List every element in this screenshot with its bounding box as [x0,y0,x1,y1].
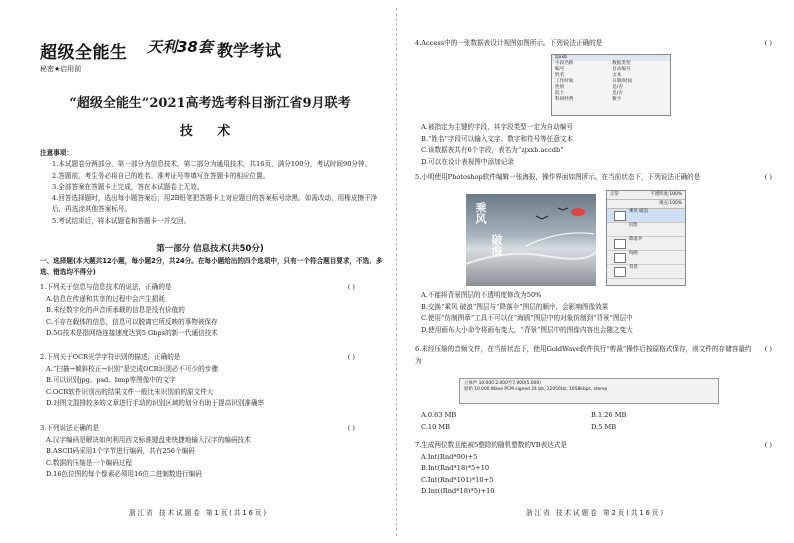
question-stem: 6.未经压缩的音频文件，在当前状态下，使用GoldWave软件执行“剪裁”操作后按原格式保存，则文件的存储容量约为 [415,345,752,365]
option: A.被指定为主键的字段，其字段类型一定为自动编号 [421,123,573,131]
question-4-options [415,122,780,168]
option: D.对图文混排较多的文章进行手动的识别区域的划分有助于提高识别准确率 [46,399,265,408]
right-column [397,0,794,543]
poster-image [466,194,596,286]
table-cell: 文本 [612,73,622,78]
layer-thumb-icon [614,267,626,277]
option: B.未经数字化的声音所承载的信息是没有价值的 [46,306,185,315]
option: A.0.63 MB [421,411,457,419]
option: D.使用画布大小命令将画布变大，“背景”图层中的图像内容也会随之变大 [421,325,633,334]
notes-heading: 注意事项： [40,149,73,157]
answer-mark: ( ) [347,283,355,291]
access-design-view [551,54,671,116]
opacity-value[interactable]: 不透明度:100% [650,192,682,197]
layer-thumb-icon [614,253,626,263]
text-layer-icon [614,211,626,221]
option: C.10 MB [421,422,450,431]
page-footer: 浙江省 技术试题卷 第2页(共16页) [525,509,666,517]
table-cell: 数字 [612,97,622,102]
option: A.汉字编码是解决如何利用西文标准键盘来快捷地输入汉字的编码技术 [46,435,251,444]
option: C.OCR软件识别出的结果文件一般比未识别前的原文件大 [46,387,214,396]
table-cell: 自动编号 [612,67,631,72]
page-footer: 浙江省 技术试题卷 第1页(共16页) [128,509,269,517]
option: C.不存在载体的信息，信息可以脱离它所反映的事物被保存 [46,317,218,326]
layer-row[interactable] [607,265,685,279]
layer-row[interactable] [607,237,685,251]
question-6 [415,344,780,367]
wave-line [526,233,594,246]
wave-info-line: 原始 10.000 Wave PCM signed 24 bit, 22050Hz, 1058kbps, stereo [464,387,608,392]
table-cell: 院士 [555,91,565,96]
table-cell: 日期/时间 [612,79,633,84]
notes [40,148,385,227]
brand-exam-logo: 教学考试 [217,41,282,60]
question-6-options [415,410,780,433]
question-stem: 4.Access中的一张数据表设计视图如图所示。下列说法正确的是 [415,39,603,47]
question-stem: 7.生成两位数且能被5整除的随机整数的VB表达式是 [415,441,567,449]
option: D.16色位图的每个像素必须用16位二进制数进行编码 [46,470,202,479]
option: C.使用“仿制图章”工具不可以在“海鸥”图层中的对象仿制到“背景”图层中 [421,314,633,323]
layer-row[interactable] [607,251,685,265]
note-item: 5.考试结束后，将本试题卷和答题卡一并交回。 [52,216,191,225]
note-item: 4.回答选择题时，选出每小题答案后，用2B铅笔把答题卡上对应题目的答案标号涂黑。如需改动，用橡皮擦干净后，再选涂其他答案标号。 [52,194,378,214]
answer-mark: ( ) [347,353,355,361]
table-cell: 是/否 [612,91,623,96]
fill-value[interactable]: 填充:100% [607,200,685,209]
option: D.5G技术是指网络连接速度达到5 Gbps的新一代通信技术 [46,329,218,338]
question-stem: 5.小明使用Photoshop软件编辑一张海报，操作界面如图所示。在当前状态下，下列说法正确的是 [415,173,701,181]
layer-row[interactable] [607,223,685,237]
caption-b: 破浪 [490,234,503,256]
parachute-icon [571,208,585,216]
option: D.Int((Rnd*18)*5)+10 [421,487,495,496]
table-cell: 工作时间 [555,79,574,84]
option: D.可以在设计表视图中添加记录 [421,157,514,166]
table-cell: 是/否 [612,85,623,90]
question-stem: 2.下列关于OCR光学字符识别的描述，正确的是 [40,353,181,361]
layers-toolbar [607,191,685,200]
option: A.Int(Rnd*90)+5 [421,452,478,461]
table-cell: 姓名 [555,73,565,78]
subject-title: 技 术 [179,124,241,139]
question-3 [40,423,385,481]
question-stem: 1.下列关于信息与信息技术的说法，正确的是 [40,283,172,291]
answer-mark: ( ) [764,39,772,47]
answer-mark: ( ) [764,173,772,181]
table-cell: 性别 [555,85,565,90]
table-title: zjxxb [552,55,670,61]
option: B.ASCII码采用1个字节进行编码，共有256个编码 [46,447,195,456]
option: C.数据的压缩是一个编码过程 [46,458,133,467]
option: B.Int(Rnd*18)*5+10 [421,464,490,473]
option: B.交换“乘风 破浪”图层与“降落伞”图层的顺序，会影响图像效果 [421,302,609,311]
blend-mode[interactable]: 正常 [610,192,619,197]
option: B.“姓名”字段可以输入文字、数字和符号等任意文本 [421,134,574,143]
answer-mark: ( ) [764,441,772,449]
part-title: 第一部分 信息技术(共50分) [156,244,264,254]
layer-name: 投影 [629,222,638,228]
question-4 [415,38,780,50]
photoshop-figure [466,190,746,290]
table-cell: 科研经费 [555,97,574,102]
wave-crest [466,252,596,264]
layer-name: 海鸥 [629,250,638,256]
option: C.Int(Rnd*101)*10+5 [421,475,494,484]
option: A.不能将背景图层的不透明度修改为50% [421,291,542,299]
option: B.1.26 MB [591,411,627,419]
wave-info-line: 立体声 10.000 2.000至7.000(5.000) [464,381,541,386]
confidential-label: 秘密★启用前 [40,65,82,73]
field-table [552,61,670,103]
goldwave-status [459,378,719,404]
question-stem: 3.下列说法正确的是 [40,424,100,432]
answer-mark: ( ) [347,424,355,432]
brand-logo: 超级全能生 [40,43,128,63]
note-item: 3.全部答案在答题卡上完成，答在本试题卷上无效。 [52,182,204,191]
question-5-options [415,290,780,336]
table-header: 数据类型 [612,61,631,66]
table-header: 字段名称 [555,61,574,66]
layers-panel [606,190,686,286]
question-5 [415,172,780,184]
layer-name: 降落伞 [629,236,643,242]
question-2 [40,352,385,410]
option: B.可以识别jpg、psd、bmp等图像中的文字 [46,376,176,385]
note-item: 2.答题前，考生务必将自己的姓名、准考证号等填写在答题卡的相应位置。 [52,171,270,180]
option: A.“扫描→倾斜校正→识别”是完成OCR识别必不可少的步骤 [46,364,218,373]
section-instructions: 一、选择题(本大题共12小题，每小题2分，共24分。在每小题给出的四个选项中，只有一个符合题目要求，不选、多选、错选均不得分) [40,257,383,276]
layer-name: 乘风 破浪 [629,208,648,214]
answer-mark: ( ) [764,345,772,353]
option: D.5 MB [591,422,617,431]
table-cell: 编号 [555,67,565,72]
option: C.该数据表共有6个字段，表名为“zjxxb.accdb” [421,146,564,155]
caption-a: 乘风 [474,202,487,224]
brand-series-logo: 天利38套 [147,38,213,56]
seagull-icon [558,208,568,210]
seagull-icon [536,216,548,219]
layer-name: 背景 [629,264,638,270]
layer-row[interactable] [607,209,685,223]
option: A.信息在传递和共享的过程中会产生损耗 [46,294,165,303]
question-1 [40,282,385,340]
layer-thumb-icon [614,239,626,249]
question-7 [415,440,780,498]
exam-title: “超级全能生”2021高考选考科目浙江省9月联考 [69,96,351,111]
note-item: 1.本试题卷分两部分，第一部分为信息技术，第二部分为通用技术，共16页，满分100分，考试时间90分钟。 [52,160,372,169]
